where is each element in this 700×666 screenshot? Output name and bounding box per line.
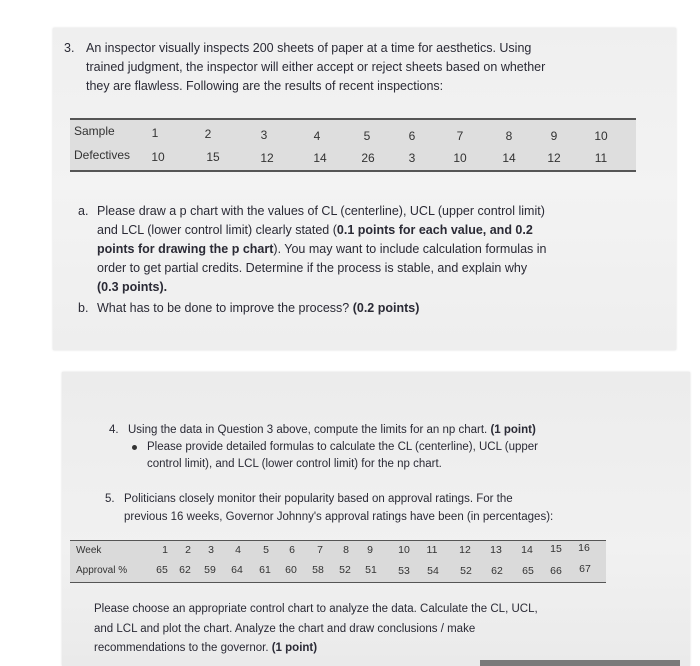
week-cell: 16 [578,542,590,554]
table-bottom-rule [70,170,636,172]
question-5-line-2: previous 16 weeks, Governor Johnny's approval ratings have been (in percentages): [124,511,554,523]
photo-edge-shadow [480,660,680,666]
week-cell: 3 [208,544,214,556]
approval-cell: 53 [398,565,410,577]
approval-cell: 61 [259,564,271,576]
defectives-cell: 14 [502,151,516,165]
question-4-bullet-line-1: Please provide detailed formulas to calculate the CL (centerline), UCL (upper [147,441,538,453]
part-a-line-3: points for drawing the p chart). You may want to include calculation formulas in [97,242,547,256]
approval-cell: 51 [365,564,377,576]
week-cell: 13 [490,544,502,556]
week-cell: 10 [398,544,410,556]
approval-table-top-rule [70,540,606,541]
week-cell: 11 [426,544,438,556]
approval-cell: 52 [339,564,351,576]
question-5-number: 5. [105,493,115,505]
sample-cell: 7 [456,129,464,143]
approval-cell: 67 [579,563,591,575]
week-cell: 6 [289,544,295,556]
week-cell: 4 [235,544,241,556]
sample-cell: 5 [363,129,371,143]
defectives-cell: 3 [408,151,416,165]
question-4-number: 4. [109,424,119,436]
approval-cell: 62 [491,565,503,577]
week-row-label: Week [76,545,102,556]
sample-cell: 10 [594,129,608,143]
approval-cell: 62 [179,564,191,576]
part-a-line-1: Please draw a p chart with the values of CL (centerline), UCL (upper control limit) [97,204,545,218]
week-cell: 7 [317,544,323,556]
week-cell: 1 [162,544,168,556]
question-3-line-1: An inspector visually inspects 200 sheets of paper at a time for aesthetics. Using [86,41,532,55]
approval-cell: 52 [460,565,472,577]
week-cell: 5 [263,544,269,556]
sample-cell: 9 [550,129,558,143]
part-a-line-4: order to get partial credits. Determine if the process is stable, and explain why [97,261,528,275]
sample-cell: 3 [260,128,268,142]
defectives-cell: 10 [453,151,467,165]
table-top-rule [70,118,636,120]
defectives-cell: 26 [361,151,375,165]
week-cell: 8 [343,544,349,556]
approval-cell: 65 [522,565,534,577]
week-cell: 14 [521,544,533,556]
defectives-cell: 15 [206,150,220,164]
question-5-after-line-3: recommendations to the governor. (1 point) [94,642,318,654]
approval-cell: 60 [285,564,297,576]
approval-cell: 58 [312,564,324,576]
approval-table-bottom-rule [70,582,606,583]
question-3-line-3: they are flawless. Following are the results of recent inspections: [86,79,444,93]
week-cell: 2 [185,544,191,556]
question-5-after-line-2: and LCL and plot the chart. Analyze the chart and draw conclusions / make [94,623,476,635]
approval-cell: 66 [550,565,562,577]
approval-row-label: Approval % [76,565,128,576]
defectives-row-label: Defectives [74,148,131,162]
question-5-line-1: Politicians closely monitor their popularity based on approval ratings. For the [124,493,513,505]
part-a-label: a. [78,204,89,218]
defectives-cell: 10 [151,150,165,164]
part-a-line-5: (0.3 points). [97,280,168,294]
bullet-icon [132,445,137,450]
defectives-cell: 12 [260,151,274,165]
defectives-cell: 11 [594,151,608,165]
approval-cell: 64 [231,564,243,576]
question-4-text: Using the data in Question 3 above, compute the limits for an np chart. (1 point) [128,424,536,436]
part-b-label: b. [78,301,89,315]
week-cell: 15 [550,543,562,555]
question-5-after-line-1: Please choose an appropriate control chart to analyze the data. Calculate the CL, UCL, [94,603,538,615]
question-3-number: 3. [64,41,75,55]
defectives-cell: 14 [313,151,327,165]
sample-row-label: Sample [74,124,115,138]
approval-cell: 54 [427,565,439,577]
sample-cell: 2 [204,127,212,141]
sample-cell: 6 [408,129,416,143]
sample-cell: 8 [505,129,513,143]
question-4-bullet-line-2: control limit), and LCL (lower control limit) for the np chart. [147,458,442,470]
part-b-text: What has to be done to improve the process? (0.2 points) [97,301,420,315]
sample-cell: 4 [313,129,321,143]
week-cell: 12 [459,544,471,556]
sample-cell: 1 [151,126,159,140]
question-3-line-2: trained judgment, the inspector will either accept or reject sheets based on whether [86,60,546,74]
defectives-cell: 12 [547,151,561,165]
approval-cell: 65 [156,564,168,576]
approval-cell: 59 [204,564,216,576]
week-cell: 9 [367,544,373,556]
part-a-line-2: and LCL (lower control limit) clearly stated (0.1 points for each value, and 0.2 [97,223,533,237]
